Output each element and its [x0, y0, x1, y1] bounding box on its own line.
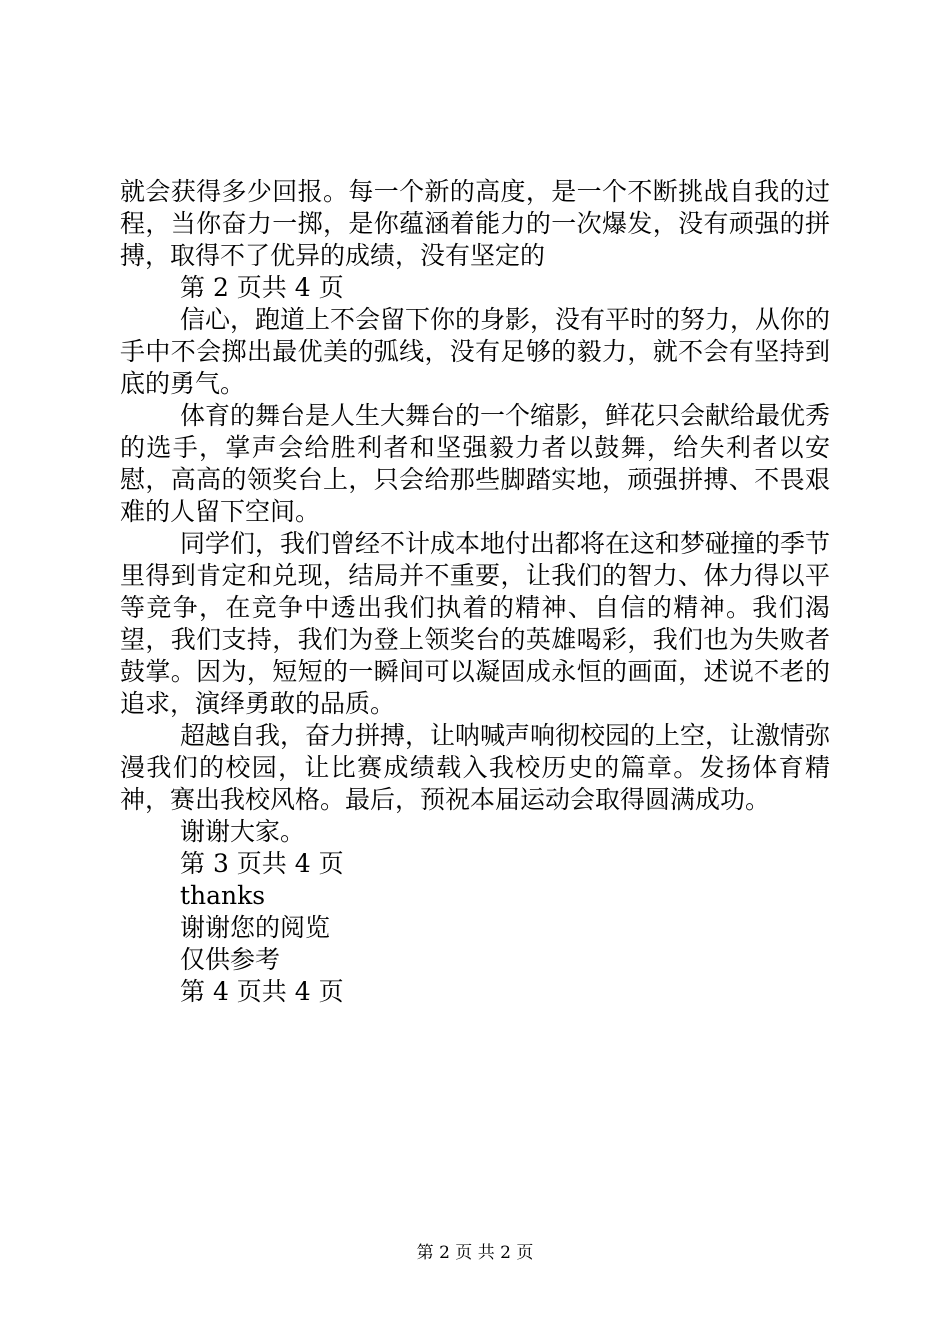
page-footer: 第 2 页 共 2 页 — [416, 1243, 534, 1263]
page-marker-4-of-4: 第 4 页共 4 页 — [180, 977, 344, 1006]
paragraph-sports-stage: 体育的舞台是人生大舞台的一个缩影，鲜花只会献给最优秀的选手，掌声会给胜利者和坚强毅力者以鼓舞，给失利者以安慰，高高的领奖台上，只会给那些脚踏实地，顽强拼搏、不畏艰难的人留下空间。 — [120, 401, 831, 526]
for-reference-line: 仅供参考 — [180, 945, 281, 974]
paragraph-classmates: 同学们，我们曾经不计成本地付出都将在这和梦碰撞的季节里得到肯定和兑现，结局并不重要，让我们的智力、体力得以平等竞争，在竞争中透出我们执着的精神、自信的精神。我们渴望，我们支持，我们为登上领奖台的英雄喝彩，我们也为失败者鼓掌。因为，短短的一瞬间可以凝固成永恒的画面，述说不老的追求，演绎勇敢的品质。 — [120, 529, 831, 718]
paragraph-confidence: 信心，跑道上不会留下你的身影，没有平时的努力，从你的手中不会掷出最优美的弧线，没有足够的毅力，就不会有坚持到底的勇气。 — [120, 305, 831, 398]
thank-you-line: 谢谢大家。 — [180, 817, 306, 846]
page-marker-3-of-4: 第 3 页共 4 页 — [180, 849, 344, 878]
paragraph-continuation: 就会获得多少回报。每一个新的高度，是一个不断挑战自我的过程，当你奋力一掷，是你蕴涵着能力的一次爆发，没有顽强的拼搏，取得不了优异的成绩，没有坚定的 — [120, 177, 830, 270]
thanks-for-reading-line: 谢谢您的阅览 — [180, 913, 331, 942]
page-marker-2-of-4: 第 2 页共 4 页 — [180, 273, 344, 302]
thanks-line: thanks — [180, 881, 266, 910]
paragraph-surpass-self: 超越自我，奋力拼搏，让呐喊声响彻校园的上空，让激情弥漫我们的校园，让比赛成绩载入我校历史的篇章。发扬体育精神，赛出我校风格。最后，预祝本届运动会取得圆满成功。 — [120, 721, 831, 814]
